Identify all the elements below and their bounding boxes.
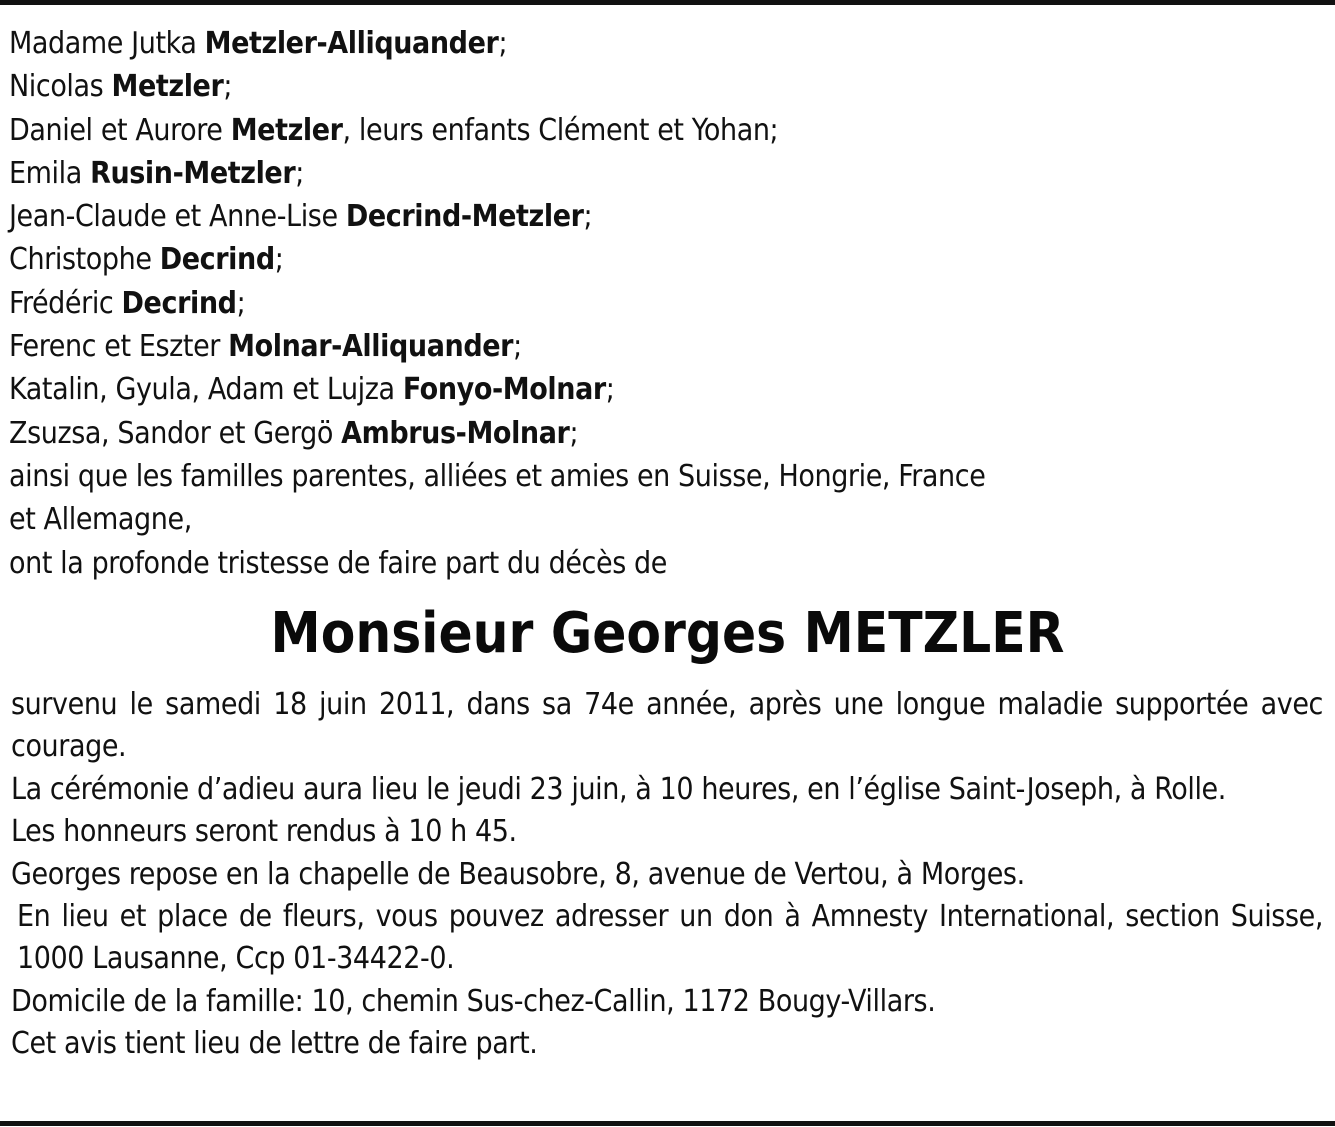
family-line-suffix: ; [236,285,246,321]
deceased-name-heading: Monsieur Georges METZLER [270,601,1065,666]
family-line-given-names: Katalin, Gyula, Adam et Lujza [9,372,403,408]
family-line-surname: Fonyo-Molnar [402,372,606,408]
family-line-surname: Decrind [121,285,237,321]
death-date-paragraph: survenu le samedi 18 juin 2011, dans sa 74e année, après une longue maladie supportée avec courage. [11,687,1323,765]
family-line-suffix: ; [223,69,233,105]
family-line [9,152,1209,195]
family-line [9,368,1209,411]
family-line-suffix: ; [274,242,284,278]
family-line-surname: Metzler [230,112,343,148]
family-line-suffix: ; [295,155,304,191]
family-line-surname: Molnar-Alliquander [228,329,514,365]
intro-line: et Allemagne, [9,502,192,538]
family-line [9,65,1209,108]
intro-line: ont la profonde tristesse de faire part du décès de [9,545,667,581]
family-line-surname: Metzler-Alliquander [204,26,499,61]
family-line [9,238,1209,281]
family-line [9,325,1209,368]
family-address-paragraph: Domicile de la famille: 10, chemin Sus-chez-Callin, 1172 Bougy-Villars. [11,983,936,1019]
family-line-suffix: ; [498,26,508,61]
family-line-given-names: Jean-Claude et Anne-Lise [9,199,346,235]
family-line-suffix: ; [569,415,579,451]
family-line-suffix: ; [583,199,593,235]
family-list [9,22,1209,585]
family-line-given-names: Daniel et Aurore [9,112,231,148]
family-line [9,195,1209,238]
family-line [9,22,1209,65]
top-rule [0,0,1335,5]
family-line-given-names: Christophe [9,242,160,278]
family-line-surname: Decrind [159,242,275,278]
family-line-suffix: ; [605,372,615,408]
bottom-rule [0,1121,1335,1126]
family-line-given-names: Ferenc et Eszter [9,329,229,365]
family-line-surname: Ambrus-Molnar [341,415,570,451]
family-line-surname: Metzler [111,69,224,105]
notice-details [11,684,1323,1066]
family-line-suffix: , leurs enfants Clément et Yohan; [342,112,779,148]
family-line-given-names: Zsuzsa, Sandor et Gergö [9,415,342,451]
resting-place-paragraph: Georges repose en la chapelle de Beausobre, 8, avenue de Vertou, à Morges. [11,856,1025,892]
honours-paragraph: Les honneurs seront rendus à 10 h 45. [11,814,517,850]
family-line [9,282,1209,325]
family-line-suffix: ; [513,329,522,365]
family-line-given-names: Emila [9,155,91,191]
family-line-given-names: Nicolas [9,69,112,105]
ceremony-paragraph: La cérémonie d’adieu aura lieu le jeudi 23 juin, à 10 heures, en l’église Saint-Joseph, à Rolle. [11,771,1226,807]
family-line-given-names: Madame Jutka [9,26,205,61]
intro-line: ainsi que les familles parentes, alliées et amies en Suisse, Hongrie, France [9,458,986,494]
donation-paragraph: En lieu et place de fleurs, vous pouvez adresser un don à Amnesty International, section Suisse, 1000 Lausanne, Ccp 01-34422-0. [17,899,1323,977]
family-line-given-names: Frédéric [9,285,122,321]
family-line-surname: Decrind-Metzler [345,199,584,235]
family-line [9,109,1209,152]
notice-closing-paragraph: Cet avis tient lieu de lettre de faire part. [11,1026,538,1062]
family-line-surname: Rusin-Metzler [90,155,296,191]
family-line [9,412,1209,455]
